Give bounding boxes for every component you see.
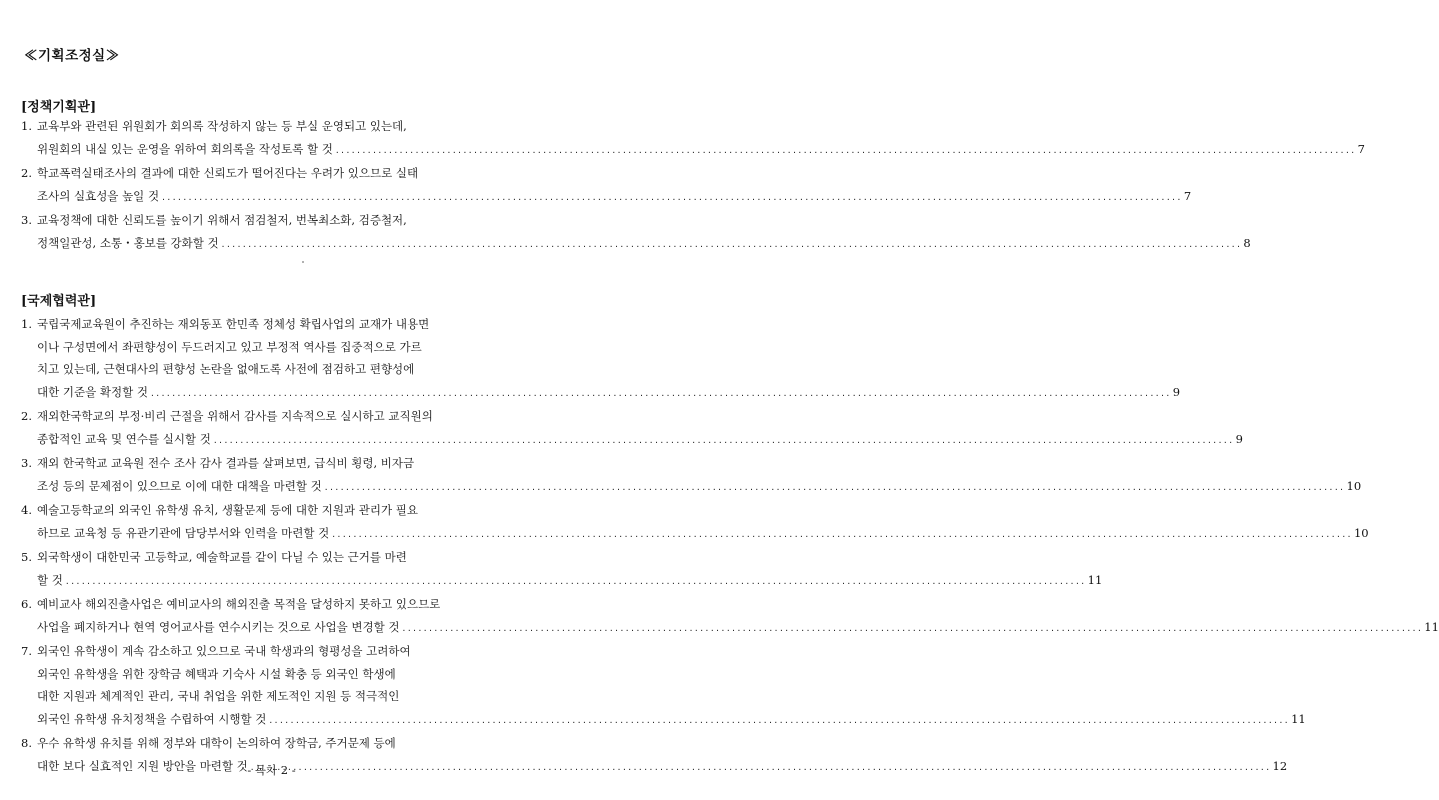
- item-line: 치고 있는데, 근현대사의 편향성 논란을 없애도록 사전에 점검하고 편향성에: [37, 362, 415, 376]
- list-item: [21, 313, 1181, 405]
- item-number: 1.: [21, 317, 32, 331]
- item-number: 3.: [21, 456, 32, 470]
- item-line: 외국인 유학생이 계속 감소하고 있으므로 국내 학생과의 형평성을 고려하여: [37, 644, 411, 658]
- list-item: [21, 209, 1251, 256]
- page-reference[interactable]: 9: [1235, 431, 1243, 446]
- list-item: [21, 162, 1192, 209]
- dot-leader: [335, 140, 1356, 163]
- item-text: [37, 546, 1102, 593]
- dot-leader: [65, 571, 1086, 594]
- item-line: 외국인 유학생 유치정책을 수립하여 시행할 것: [37, 711, 267, 726]
- office-title: ≪기획조정실≫: [24, 48, 120, 64]
- item-line: 사업을 폐지하거나 현역 영어교사를 연수시키는 것으로 사업을 변경할 것: [37, 619, 400, 634]
- dot-leader: [150, 383, 1171, 406]
- page-reference[interactable]: 11: [1291, 711, 1306, 726]
- list-item: [21, 593, 1439, 640]
- page-reference[interactable]: 7: [1357, 141, 1365, 156]
- dot-leader: [221, 234, 1242, 257]
- item-number: 2.: [21, 166, 32, 180]
- item-text: [37, 209, 1251, 256]
- page-reference[interactable]: 11: [1424, 619, 1439, 634]
- page-reference[interactable]: 12: [1272, 758, 1288, 773]
- list-item: [21, 452, 1362, 499]
- list-item: [21, 405, 1243, 452]
- item-text: [37, 499, 1369, 546]
- item-number: 2.: [21, 409, 32, 423]
- list-item: [21, 499, 1369, 546]
- item-line: 예비교사 해외진출사업은 예비교사의 해외진출 목적을 달성하지 못하고 있으므로: [37, 597, 441, 611]
- page-footer: - 목차 2 -: [247, 763, 296, 777]
- item-line: 대한 기준을 확정할 것: [37, 384, 148, 399]
- item-line: 외국인 유학생을 위한 장학금 혜택과 기숙사 시설 확충 등 외국인 학생에: [37, 666, 396, 681]
- dot-leader: [213, 430, 1234, 453]
- item-last-line: [37, 475, 1361, 500]
- item-line: 조사의 실효성을 높일 것: [37, 188, 160, 203]
- section-heading-policy-planning: [정책기획관]: [21, 100, 97, 115]
- item-line: 학교폭력실태조사의 결과에 대한 신뢰도가 떨어진다는 우려가 있으므로 실태: [37, 166, 419, 180]
- item-line: 우수 유학생 유치를 위해 정부와 대학이 논의하여 장학금, 주거문제 등에: [37, 736, 396, 750]
- item-text: [37, 640, 1306, 732]
- page-reference[interactable]: 10: [1353, 525, 1369, 540]
- scan-speck: [302, 261, 304, 263]
- item-text: [37, 162, 1191, 209]
- item-last-line: [37, 138, 1365, 163]
- item-number: 5.: [21, 550, 32, 564]
- item-line: 재외한국학교의 부정·비리 근절을 위해서 감사를 지속적으로 실시하고 교직원의: [37, 409, 433, 423]
- item-number: 3.: [21, 213, 32, 227]
- page-reference[interactable]: 9: [1172, 384, 1181, 399]
- item-line: 위원회의 내실 있는 운영을 위하여 회의록을 작성토록 할 것: [37, 141, 333, 156]
- section-list-policy-planning: [21, 115, 1365, 256]
- list-item: [21, 640, 1306, 732]
- list-item: [21, 115, 1365, 162]
- dot-leader: [402, 618, 1423, 641]
- item-text: [37, 452, 1361, 499]
- item-number: 4.: [21, 503, 32, 517]
- item-text: [37, 405, 1243, 452]
- item-line: 국립국제교육원이 추진하는 재외동포 한민족 정체성 확립사업의 교재가 내용면: [37, 317, 430, 331]
- item-last-line: [37, 185, 1191, 210]
- dot-leader: [331, 524, 1352, 547]
- item-line: 조성 등의 문제점이 있으므로 이에 대한 대책을 마련할 것: [37, 478, 322, 493]
- page-reference[interactable]: 11: [1087, 572, 1103, 587]
- item-number: 8.: [21, 736, 32, 750]
- page-reference[interactable]: 7: [1183, 188, 1192, 203]
- section-list-international-cooperation: [21, 313, 1439, 779]
- item-line: 재외 한국학교 교육원 전수 조사 감사 결과를 살펴보면, 급식비 횡령, 비자금: [37, 456, 415, 470]
- dot-leader: [161, 187, 1182, 210]
- item-last-line: [37, 569, 1102, 594]
- item-number: 6.: [21, 597, 32, 611]
- item-text: [37, 115, 1365, 162]
- item-line: 할 것: [37, 572, 63, 587]
- item-last-line: [37, 232, 1251, 257]
- item-line: 대한 지원과 체계적인 관리, 국내 취업을 위한 제도적인 지원 등 적극적인: [37, 689, 400, 703]
- dot-leader: [268, 710, 1289, 733]
- item-line: 예술고등학교의 외국인 유학생 유치, 생활문제 등에 대한 지원과 관리가 필요: [37, 503, 418, 517]
- item-text: [37, 313, 1180, 405]
- item-line: 정책일관성, 소통・홍보를 강화할 것: [37, 235, 219, 250]
- list-item: [21, 546, 1103, 593]
- item-line: 대한 보다 실효적인 지원 방안을 마련할 것: [37, 758, 248, 773]
- item-line: 하므로 교육청 등 유관기관에 담당부서와 인력을 마련할 것: [37, 525, 330, 540]
- item-last-line: [37, 428, 1243, 453]
- item-number: 7.: [21, 644, 32, 658]
- section-heading-international-cooperation: [국제협력관]: [21, 294, 97, 309]
- item-line: 교육부와 관련된 위원회가 회의록 작성하지 않는 등 부실 운영되고 있는데,: [37, 119, 407, 133]
- item-last-line: [37, 522, 1369, 547]
- item-line: 교육정책에 대한 신뢰도를 높이기 위해서 점검철저, 번복최소화, 검증철저,: [37, 213, 407, 227]
- item-line: 종합적인 교육 및 연수를 실시할 것: [37, 431, 211, 446]
- item-text: [37, 593, 1439, 640]
- item-number: 1.: [21, 119, 32, 133]
- dot-leader: [324, 477, 1345, 500]
- item-last-line: [37, 381, 1180, 406]
- item-last-line: [37, 708, 1306, 733]
- page-reference[interactable]: 10: [1346, 478, 1362, 493]
- item-line: 이나 구성면에서 좌편향성이 두드러지고 있고 부정적 역사를 집중적으로 가르: [37, 339, 422, 354]
- item-line: 외국학생이 대한민국 고등학교, 예술학교를 같이 다닐 수 있는 근거를 마련: [37, 550, 407, 564]
- item-last-line: [37, 616, 1439, 641]
- page-reference[interactable]: 8: [1243, 235, 1251, 250]
